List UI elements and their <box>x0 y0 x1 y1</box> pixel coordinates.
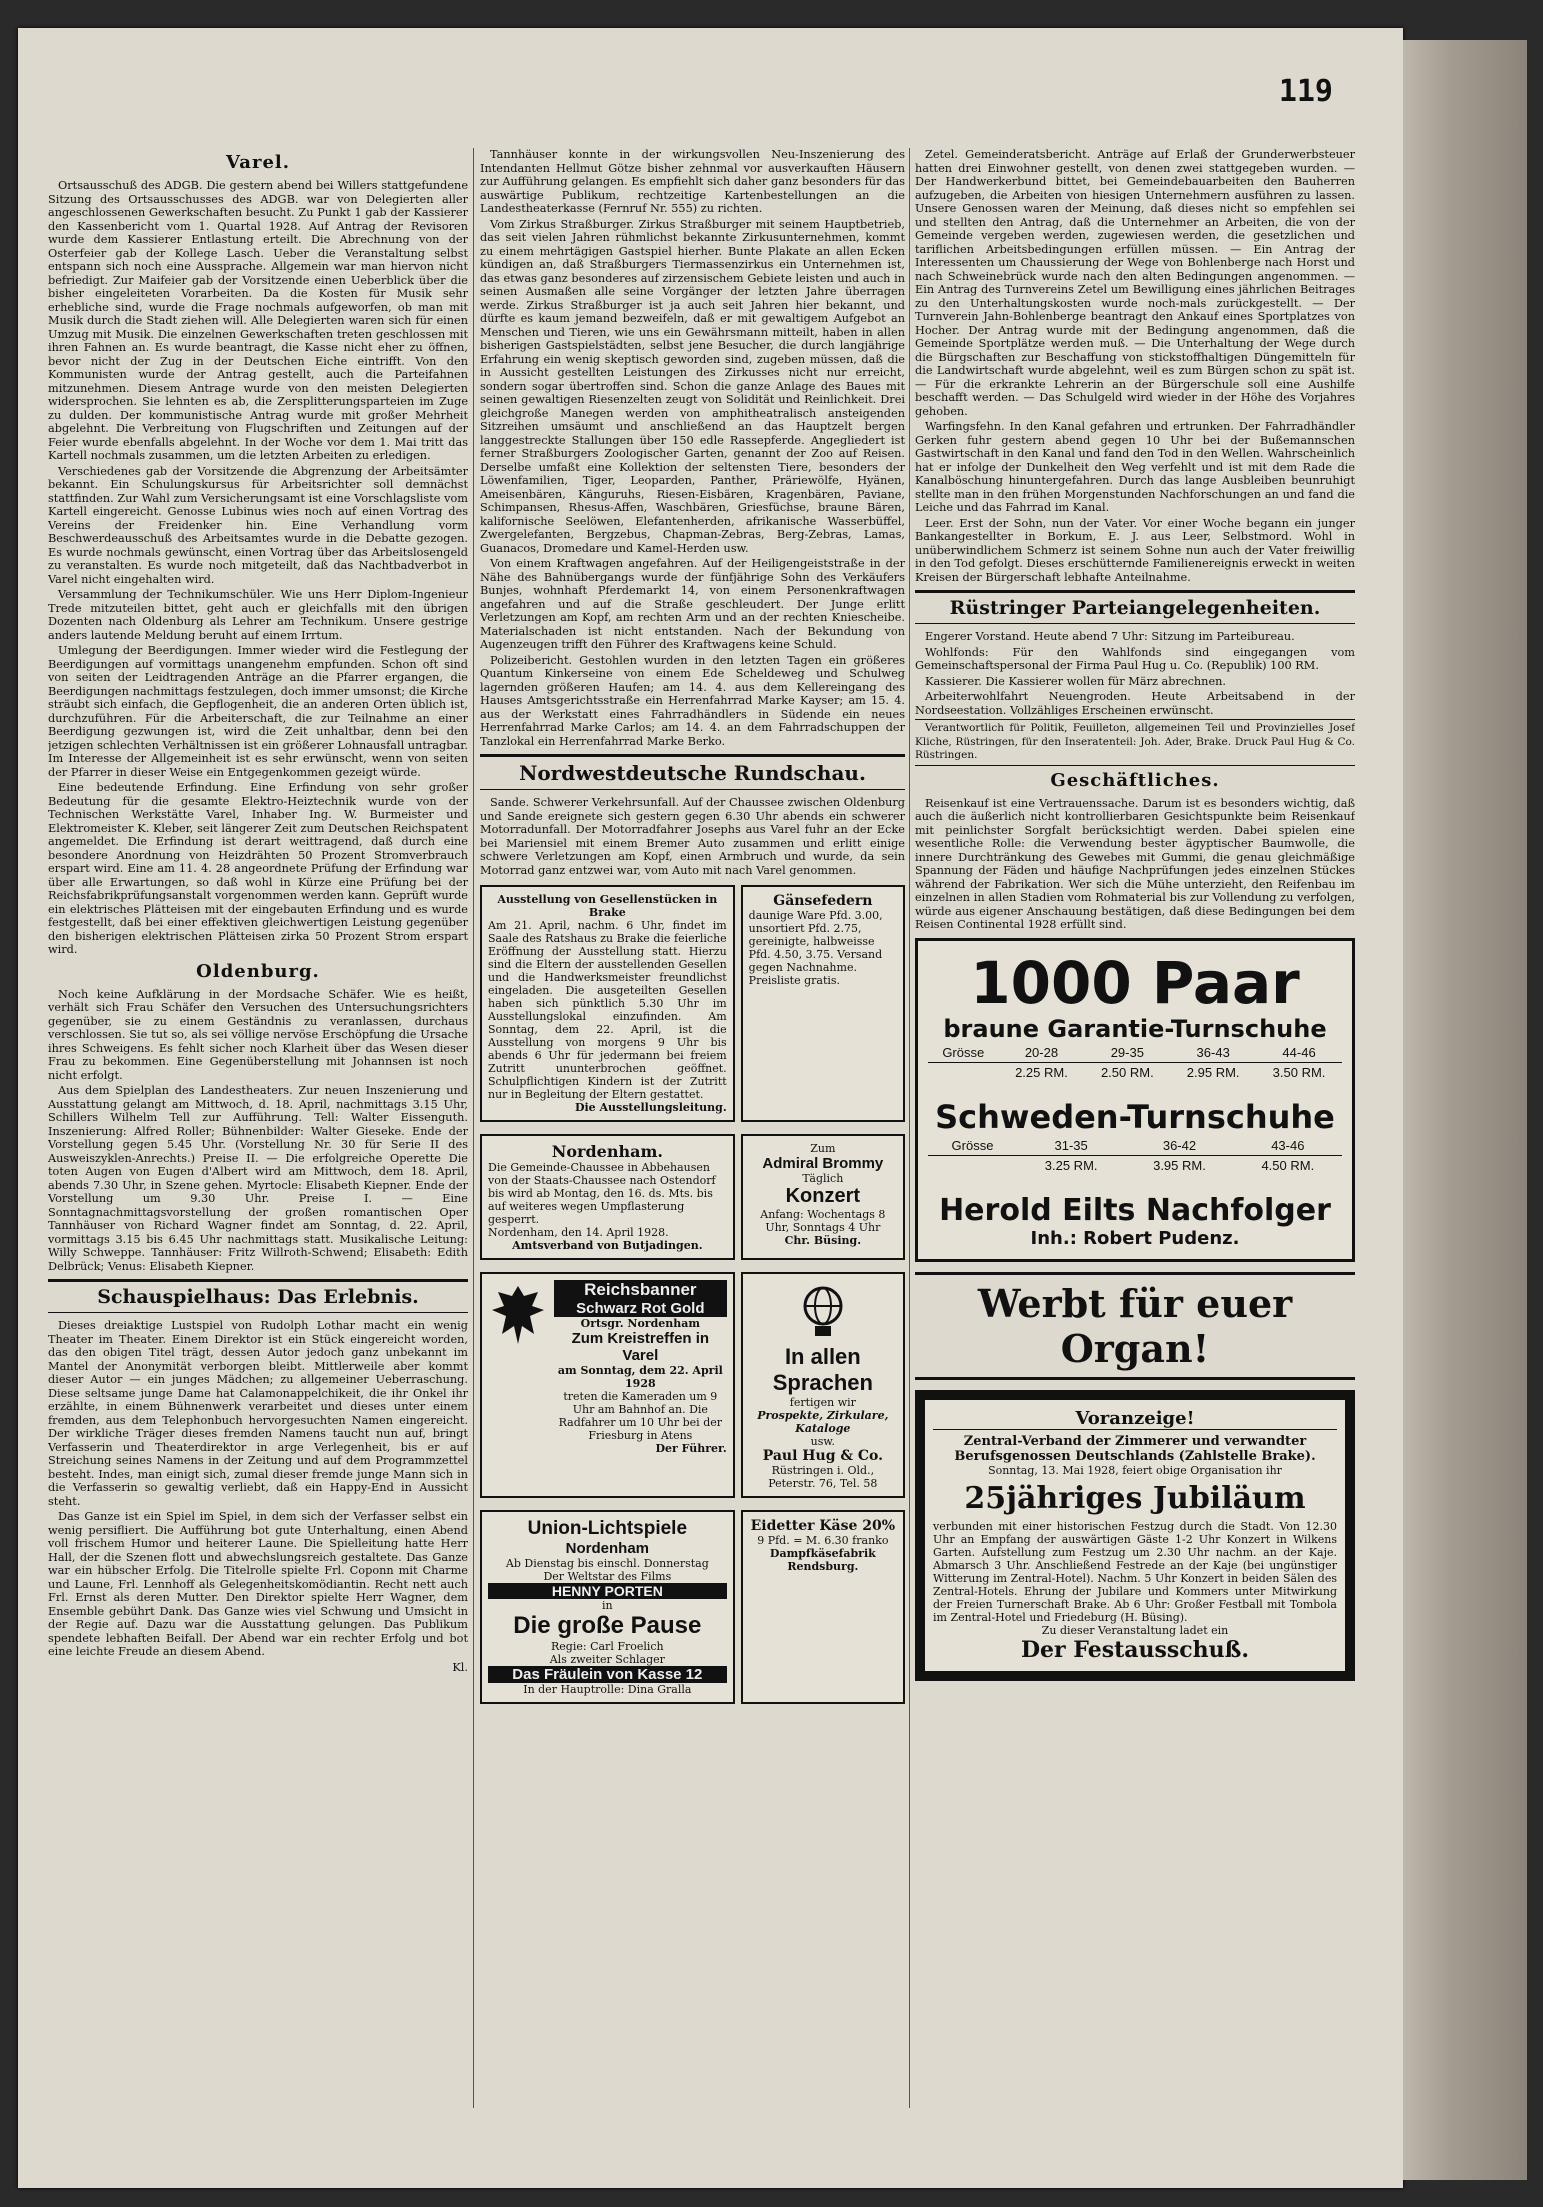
size-label: Grösse <box>942 1044 985 1060</box>
column-rule <box>473 148 474 2108</box>
article-paragraph: Zetel. Gemeinderatsbericht. Anträge auf Erlaß der Grunderwerbsteuer hatten drei Einwohner gestellt, von denen zwei stattgegeben wurden. — Der Handwerkerbund bittet, bei Gemeindebauarbeiten den Bauherren aufzugeben, die Arbeiten von hiesigen Unternehmern ausführen zu lassen. Unsere Genossen waren der Meinung, daß dieses nicht so empfehlen sei und stellten den Antrag, daß die Unternehmer an Arbeiten, die von der Gemeinde vergeben werden, zugewiesen werden, die gesetzlichen und tariflichen Arbeitsbedingungen erfüllen müssen. — Ein Antrag der Interessenten um Chaussierung der Wege von Bohlenberge nach Horst und nach Schweinebrück wurde nach den alten Bedingungen angenommen. — Ein Antrag des Turnvereins Zetel um Bewilligung eines jährlichen Beitrages zu den Unterhaltungskosten wurde noch-mals zurückgestellt. — Der Turnverein Jahn-Bohlenberge beantragt den Ankauf eines Sportplatzes von Hocher. Der Antrag wurde mit der Bedingung angenommen, daß die Gemeinde Sportplätze werden muß. — Die Unterhaltung der Wege durch die Bürgschaften zur Beschaffung von stickstoffhaltigen Düngemitteln für die Landwirtschaft wurde abgelehnt, weil es zum Bürgen schon zu spät ist. — Für die erkrankte Lehrerin an der Bürgerschule soll eine Aushilfe beschafft werden. — Das Schulgeld wird wieder in der Höhe des Vorjahres gehoben. <box>915 148 1355 418</box>
ad-headline: Zum Kreistreffen in Varel <box>571 1330 710 1364</box>
ad-headline: Sprachen <box>772 1370 873 1395</box>
ad-title: Admiral Brommy <box>762 1155 884 1172</box>
article-paragraph: Ortsausschuß des ADGB. Die gestern abend bei Willers stattgefundene Sitzung des Ortsausschusses des ADGB. war von Delegierten aller angeschlossenen Gewerkschaften besucht. Zu Punkt 1 gab der Kassierer den Kassenbericht vom 1. Quartal 1928. Auf Antrag der Revisoren wurde dem Kassierer Entlastung erteilt. Die Abrechnung von der Osterfeier gab der Kollege Lasch. Ueber die Veranstaltung selbst entspann sich noch eine Aussprache. Allgemein war man hiervon nicht befriedigt. Zur Maifeier gab der Vorsitzende einen Ueberblick über die bisher eingeleiteten Vorarbeiten. Da die Kosten für Musik sehr erhebliche sind, wurde die Frage nochmals aufgeworfen, ob man mit Musik durch die Stadt ziehen will. Alle Delegierten waren sich für einen Umzug mit Musik. Die einzelnen Gewerkschaften treten geschlossen mit ihren Fahnen an. Es wurde beantragt, die Kasse nicht eher zu öffnen, bevor nicht der Zug in der Deutschen Eiche eintrifft. Von den Kommunisten wurde der Antrag gestellt, auch die Parteifahnen mitzunehmen. Diesem Antrage wurde von den meisten Delegierten widersprochen. Sie lehnten es ab, die Zersplitterungsparteien im Zuge zu dulden. Der kommunistische Antrag wurde mit großer Mehrheit abgelehnt. Die Verbreitung von Flugschriften und Zeitungen auf der Feier wurde ebenfalls abgelehnt. In der Woche vor dem 1. Mai tritt das Kartell nochmals zusammen, um die letzten Arbeiten zu erledigen. <box>48 179 468 462</box>
ad-gaensefedern <box>741 885 905 1122</box>
ad-text: Zum <box>810 1142 836 1155</box>
ad-row-1 <box>480 879 905 1128</box>
eagle-icon <box>488 1280 548 1350</box>
ad-text: usw. <box>810 1435 835 1448</box>
article-paragraph: Versammlung der Technikumschüler. Wie uns Herr Diplom-Ingenieur Trede mitzuteilen bittet, geht auch er gleichfalls mit den übrigen Dozenten nach Oldenburg als Lehrer am Technikum. Unsere gestrige anders lautende Meldung beruht auf einem Irrtum. <box>48 588 468 642</box>
article-paragraph: Das Ganze ist ein Spiel im Spiel, in dem sich der Verfasser selbst ein wenig persifliert. Die Aufführung bot gute Unterhaltung, einen Abend voll frischem Humor und heiterer Laune. Die Spielleitung hatte Herr Hall, der die Szenen flott und abwechslungsreich gestaltete. Das Ganze war ein hübscher Erfolg. Die Titelrolle spielte Frl. Coponn mit Charme und Laune, Frl. Lennhoff als Gelegenheitskomödiantin. Recht nett auch Frl. Ernst als deren Mutter. Den Direktor spielte Herr Wagner, dem Ensemble gebührt Dank. Das Ganze wies viel Schwung und Umsicht in der Regie auf. Dazu war die Ausstattung gelungen. Das Publikum spendete lebhaften Beifall. Der Abend war ein rechter Erfolg und bot eine leichte Freude an diesem Abend. <box>48 1510 468 1658</box>
ad-nordenham <box>480 1134 735 1260</box>
price-cell: 2.95 RM. <box>1186 1064 1240 1080</box>
ad-subtitle: Nordenham <box>565 1540 649 1557</box>
notice: Wohlfonds: Für den Wahlfonds sind eingegangen vom Gemeinschaftspersonal der Firma Paul Hug u. Co. (Republik) 100 RM. <box>915 645 1355 672</box>
column-1 <box>48 148 468 2188</box>
ad-title: Reichsbanner <box>554 1280 727 1300</box>
price-cell: 2.50 RM. <box>1100 1064 1154 1080</box>
size-cell: 44-46 <box>1282 1044 1316 1060</box>
newspaper-page <box>18 28 1403 2188</box>
ad-signature: Amtsverband von Butjadingen. <box>512 1239 703 1252</box>
ad-headline: Das Fräulein von Kasse 12 <box>488 1666 727 1683</box>
ad-headline: In allen <box>784 1344 861 1369</box>
ad-voranzeige <box>915 1390 1355 1681</box>
ad-title: Voranzeige! <box>933 1408 1337 1430</box>
ad-title: Ausstellung von Gesellenstücken in Brake <box>497 893 718 919</box>
ad-text: Prospekte, Zirkulare, Kataloge <box>757 1409 889 1435</box>
article-paragraph: Von einem Kraftwagen angefahren. Auf der Heiligengeiststraße in der Nähe des Bahnübergangs wurde der fünfjährige Sohn des Verkäufers Bunjes, wohnhaft Pferdemarkt 14, von einem Personenkraftwagen angefahren und auf die Straße geschleudert. Der Junge erlitt Verletzungen am Kopf, am rechten Arm und an der rechten Kniescheibe. Materialschaden ist nicht entstanden. Nach der Bekundung von Augenzeugen trifft den Führer des Kraftwagens keine Schuld. <box>480 557 905 651</box>
ad-text: 9 Pfd. = M. 6.30 franko <box>757 1534 889 1547</box>
size-cell: 36-43 <box>1196 1044 1230 1060</box>
size-cell: 36-42 <box>1162 1137 1197 1153</box>
ad-admiral-brommy <box>741 1134 905 1260</box>
price-cell: 2.25 RM. <box>1015 1064 1068 1080</box>
size-price-table-1 <box>928 1043 1342 1082</box>
ad-headline: 25jähriges Jubiläum <box>964 1480 1306 1516</box>
ad-text: Regie: Carl Froelich <box>551 1640 664 1653</box>
size-price-table-2 <box>928 1136 1342 1175</box>
ad-row-4 <box>480 1504 905 1710</box>
section-title-schauspielhaus: Schauspielhaus: Das Erlebnis. <box>48 1279 468 1313</box>
price-cell: 3.95 RM. <box>1153 1157 1206 1173</box>
ad-union-lichtspiele <box>480 1510 735 1704</box>
article-paragraph: Warfingsfehn. In den Kanal gefahren und ertrunken. Der Fahrradhändler Gerken fuhr gestern abend gegen 10 Uhr bei der Bußemannschen Gastwirtschaft in den Kanal und fand den Tod in den Wellen. Wahrscheinlich hat er infolge der Dunkelheit den Weg verfehlt und ist mit dem Rade die Kanalböschung hinuntergefahren. Durch das lange Ausbleiben beunruhigt stellte man in den frühen Morgenstunden Nachforschungen an und fand die Leiche und das Fahrrad im Kanal. <box>915 420 1355 514</box>
ad-text: Am 21. April, nachm. 6 Uhr, findet im Saale des Ratshaus zu Brake die feierliche Eröffnung der Ausstellung statt. Hierzu sind die Eltern der ausstellenden Gesellen und die Handwerksmeister freundlichst eingeladen. Die ausgeteilten Gesellen haben sich pünktlich 5.30 Uhr im Ausstellungslokal einzufinden. Am Sonntag, dem 22. April, ist die Ausstellung von morgens 9 Uhr bis abends 6 Uhr für jedermann bei freiem Zutritt ununterbrochen geöffnet. Schulpflichtigen Kindern ist der Zutritt nur in Begleitung der Eltern gestattet. <box>488 919 727 1101</box>
ad-signature: Chr. Büsing. <box>784 1234 862 1247</box>
article-paragraph: Leer. Erst der Sohn, nun der Vater. Vor einer Woche begann ein junger Bankangestellter in Borkum, E. J. aus Leer, Selbstmord. Wohl in unüberwindlichem Schmerz ist seinem Sohne nun auch der Vater freiwillig in den Tod gefolgt. Dieses erschütternde Familienereignis erweckt in weiten Kreisen der Bürgerschaft lebhafte Anteilnahme. <box>915 516 1355 584</box>
article-paragraph: Aus dem Spielplan des Landestheaters. Zur neuen Inszenierung und Ausstattung gelangt am Mittwoch, d. 18. April, nachmittags 3.15 Uhr, Schillers Wilhelm Tell zur Aufführung. Tell: Walter Eissenguth. Inszenierung: Alfred Roller; Bühnenbilder: Walter Gieseke. Ende der Vorstellung gegen 5.45 Uhr. (Vorstellung Nr. 30 für Serie II des Ausweiszyklen-Anrechts.) Preise II. — Die erfolgreiche Operette Die toten Augen von Eugen d'Albert wird am Mittwoch, dem 18. April, abends 7.30 Uhr, in Szene gehen. Myrtocle: Elisabeth Kiepner. Ende der Vorstellung um 9.30 Uhr. Preise I. — Eine Sonntagnachmittagsvorstellung der großen romantischen Oper Tannhäuser von Richard Wagner findet am Sonntag, d. 22. April, vormittags 3.15 bis 6.45 Uhr nachmittags statt. Musikalische Leitung: Willy Schweppe. Tannhäuser: Fritz Willroth-Schwend; Elisabeth: Edith Delbrück; Venus: Elisabeth Kiepner. <box>48 1084 468 1273</box>
article-paragraph: Dieses dreiaktige Lustspiel von Rudolph Lothar macht ein wenig Theater im Theater. Einem Direktor ist ein Stück eingereicht worden, das den obigen Titel trägt, dessen Autor jedoch ganz unbekannt im Mantel der Anonymität verborgen bleibt. Mittlerweile aber kommt dieser Autor — ein junges Mädchen; zu allgemeiner Ueberraschung. Diese seltsame junge Dame hat Calamonappelchikeit, die ihr Onkel ihr erzählte, in einem Bühnenwerk verarbeitet und dieses unter einem fremden, aus dem Telephonbuch hervorgesuchten Namen eingereicht. Der wirkliche Träger dieses fremden Namens taucht nun auf, bringt Verfasserin und Theaterdirektor in arge Verlegenheit, bis er auf Streichung seines Namens in der Zeitung und auf dem Programmzettel besteht. Indes, man einigt sich, zumal dieser fremde junge Mann sich in die Verfasserin so gewaltig verliebt, daß ein Happy-End in Aussicht steht. <box>48 1319 468 1508</box>
column-rule <box>909 148 910 2108</box>
ad-text: Sonntag, 13. Mai 1928, feiert obige Organisation ihr <box>988 1463 1282 1477</box>
price-cell: 3.25 RM. <box>1044 1157 1098 1173</box>
ad-subtitle: braune Garantie-Turnschuhe <box>943 1014 1327 1043</box>
ad-text: Als zweiter Schlager <box>549 1653 665 1666</box>
ad-text: am Sonntag, dem 22. April 1928 <box>557 1364 723 1390</box>
ad-headline: 1000 Paar <box>970 948 1300 1017</box>
notice: Kassierer. Die Kassierer wollen für März abrechnen. <box>925 674 1227 688</box>
page-number: 119 <box>1278 74 1333 109</box>
column-3 <box>915 148 1355 2188</box>
size-cell: 31-35 <box>1054 1137 1088 1153</box>
column-2 <box>480 148 905 2188</box>
ad-text: Zu dieser Veranstaltung ladet ein <box>1041 1623 1229 1637</box>
price-cell: 4.50 RM. <box>1261 1157 1315 1173</box>
notice: Arbeiterwohlfahrt Neuengroden. Heute Arbeitsabend in der Nordseestation. Vollzähliges Erscheinen erwünscht. <box>915 690 1355 717</box>
ad-text: Ortsgr. Nordenham <box>580 1317 701 1330</box>
article-paragraph: Umlegung der Beerdigungen. Immer wieder wird die Festlegung der Beerdigungen auf vormittags unangenehm empfunden. Schon oft sind von seiten der Leidtragenden Anträge an die Pfarrer ergangen, die Beerdigungen nachmittags festzulegen, doch immer umsonst; die Kirche sträubt sich einfach, die Gepflogenheit, die an anderen Orten üblich ist, durchzuführen. Für die Arbeiterschaft, die zur Teilnahme an einer Beerdigung gezwungen ist, wird die Zeit unhaltbar, denn bei den jetzigen schlechten Verhältnissen ist ein größerer Lohnausfall untragbar. Im Interesse der Allgemeinheit ist es sehr erwünscht, wenn von seiten der Pfarrer in dieser Weise ein Entgegenkommen gezeigt würde. <box>48 644 468 779</box>
section-title-partei: Rüstringer Parteiangelegenheiten. <box>915 590 1355 624</box>
article-paragraph: Sande. Schwerer Verkehrsunfall. Auf der Chaussee zwischen Oldenburg und Sande ereignete sich gestern gegen 6.30 Uhr abends ein schwerer Motorradunfall. Der Motorradfahrer Josephs aus Varel fuhr an der Ecke bei Mariensiel mit einem Bremer Auto zusammen und erlitt einige schwere Verletzungen am Kopf, einen Armbruch und wurde, da sein Motorrad ganz entzwei war, vom Auto mit nach Varel genommen. <box>480 796 905 877</box>
ad-subtitle: Schwarz Rot Gold <box>554 1300 727 1317</box>
ad-company: Herold Eilts Nachfolger <box>939 1192 1331 1228</box>
article-signature: Kl. <box>452 1660 468 1674</box>
ad-owner: Inh.: Robert Pudenz. <box>1030 1227 1240 1249</box>
notice: Engerer Vorstand. Heute abend 7 Uhr: Sitzung im Parteibureau. <box>925 630 1295 643</box>
ad-text: in <box>602 1599 613 1612</box>
ad-reichsbanner <box>480 1272 735 1498</box>
ad-address: Rüstringen i. Old., Peterstr. 76, Tel. 58 <box>768 1464 878 1490</box>
article-paragraph: Eine bedeutende Erfindung. Eine Erfindung von sehr großer Bedeutung für die gesamte Elektro-Heiztechnik wurde von der Technischen Werkstätte Varel, Inhaber Ing. W. Burmeister und Elektromeister K. Kleber, seit längerer Zeit zum Deutschen Reichspatent angemeldet. Die Erfindung ist derart weittragend, daß durch eine besondere Anordnung von Heizdrähten 50 Prozent Stromverbrauch erspart wird. Eine am 11. 4. 28 angeordnete Prüfung der Erfindung war über alle Erwartungen, so daß wohl in Kürze eine Prüfung bei der Reichsfabrikprüfungsanstalt vorgenommen werden kann. Geprüft wurde ein elektrisches Plätteisen mit der eingebauten Erfindung und es wurde festgestellt, daß bei einer effektiven gleichwertigen Leistung gegenüber den bisherigen elektrischen Plätteisen zirka 50 Prozent Strom erspart wird. <box>48 781 468 956</box>
ad-headline: Die große Pause <box>513 1612 702 1639</box>
size-cell: 29-35 <box>1110 1044 1144 1060</box>
ad-title: Nordenham. <box>551 1142 663 1161</box>
ad-title: Union-Lichtspiele <box>527 1518 688 1539</box>
globe-icon <box>793 1280 853 1340</box>
size-cell: 20-28 <box>1024 1044 1059 1060</box>
ad-text: Der Weltstar des Films <box>543 1570 672 1583</box>
ad-title: Eidetter Käse 20% <box>750 1518 896 1534</box>
ad-signature: Die Ausstellungsleitung. <box>574 1101 727 1114</box>
ad-text: Anfang: Wochentags 8 Uhr, Sonntags 4 Uhr <box>760 1208 886 1234</box>
ad-date: Nordenham, den 14. April 1928. <box>488 1226 669 1239</box>
ad-text: In der Hauptrolle: Dina Gralla <box>523 1683 692 1696</box>
section-title-oldenburg: Oldenburg. <box>196 960 320 982</box>
ad-row-3 <box>480 1266 905 1504</box>
ad-text: daunige Ware Pfd. 3.00, unsortiert Pfd. 2.75, gereinigte, halbweisse Pfd. 4.50, 3.75. Versand gegen Nachnahme. Preisliste gratis. <box>748 909 883 987</box>
article-paragraph: Reisenkauf ist eine Vertrauenssache. Darum ist es besonders wichtig, daß auch die äußerlich nicht kontrollierbaren Gesichtspunkte beim Reisenkauf mit peinlichster Sorgfalt berücksichtigt werden. Dabei spielen eine wesentliche Rolle: die Verwendung bester ägyptischer Baumwolle, die innere Durchtränkung des Gewebes mit Gummi, die genau gleichmäßige Spannung der Fäden und häufige Nachprüfungen jedes einzelnen Stückes während der Fabrikation. Wer sich die Mühe unterzieht, den Reifenbau im einzelnen in allen Stadien vom Rohmaterial bis zur Vollendung zu verfolgen, würde aus eigener Anschauung bestätigen, daß diese Bedingungen bei dem Reisen Continental 1928 erfüllt sind. <box>915 796 1355 931</box>
ad-turnschuhe <box>915 938 1355 1262</box>
ad-row-2 <box>480 1128 905 1266</box>
ad-signature: Der Führer. <box>655 1442 727 1455</box>
ad-text: Täglich <box>802 1172 844 1185</box>
ad-kaese <box>741 1510 905 1704</box>
section-title-geschaeftliches: Geschäftliches. <box>1050 769 1220 791</box>
book-binding <box>1403 40 1527 2180</box>
section-title-varel: Varel. <box>225 152 291 173</box>
ad-headline: Schweden-Turnschuhe <box>935 1097 1335 1136</box>
werbt-banner: Werbt für euer Organ! <box>915 1272 1355 1380</box>
ad-text: Die Gemeinde-Chaussee in Abbehausen von der Staats-Chaussee nach Ostendorf bis wird ab Montag, den 16. ds. Mts. bis auf weiteres wegen Umpflasterung gesperrt. <box>488 1161 716 1226</box>
ad-headline: Konzert <box>785 1185 861 1207</box>
ad-signature: Der Festausschuß. <box>1020 1636 1250 1663</box>
ad-title: Gänsefedern <box>773 893 873 909</box>
article-paragraph: Noch keine Aufklärung in der Mordsache Schäfer. Wie es heißt, verhält sich Frau Schäfer den Versuchen des Untersuchungsrichters gegenüber, sie zu einem Geständnis zu veranlassen, durchaus verschlossen. Sie tut so, als sei völlige nervöse Erschöpfung die Ursache ihres Schweigens. Es fehlt sicher noch Klarheit über das Wesen dieser Frau zu bekommen. Eine Gegenüberstellung mit Johannsen ist noch nicht erfolgt. <box>48 987 468 1082</box>
article-paragraph: Vom Zirkus Straßburger. Zirkus Straßburger mit seinem Hauptbetrieb, das seit vielen Jahren rühmlichst bekannte Zirkusunternehmen, kommt zu einem mehrtägigen Gastspiel hierher. Bunte Plakate an allen Ecken kündigen an, daß Straßburgers Tiermassenzirkus ein Unternehmen ist, das etwas ganz besonderes auf zirzensischem Gebiete leisten und auch in seinen Ausmaßen alle seine Vorgänger der letzten Jahre überragen werde. Zirkus Straßburger ist ja auch seit Jahren hier bekannt, und dürfte es kaum jemand bezweifeln, daß er mit gewaltigem Aufgebot an Menschen und Tieren, wie uns ein Gewährsmann mitteilt, haben in allen bisherigen Gastspielstädten, selbst jene Besucher, die durch langjährige Erfahrung ein wenig skeptisch geworden sind, zugeben müssen, daß die in Aussicht gestellten Leistungen des Zirkusses nicht nur erreicht, sondern sogar übertroffen sind. Schon die ganze Anlage des Baues mit seinen gewaltigen Riesenzelten zeugt von Solidität und Reinlichkeit. Drei gleichgroße Manegen werden von amphitheatralisch ansteigenden Sitzreihen umsäumt und anschließend an das Hauptzelt bergen langgestreckte Stallungen über 150 edle Rassepferde. Angegliedert ist ferner Straßburgers Zoologischer Garten, genannt der Zoo auf Reisen. Derselbe umfaßt eine Kollektion der seltensten Tiere, besonders der Löwenfamilien, Tiger, Leoparden, Panther, Präriewölfe, Hyänen, Ameisenbären, Känguruhs, Riesen-Eisbären, Kragenbären, Paviane, Schimpansen, Rhesus-Affen, Waschbären, Griesfüchse, braune Bären, kalifornische Seelöwen, Elefantenherden, afrikanische Wasserbüffel, Zwergelefanten, Bergzebus, Chapman-Zebras, Berg-Zebras, Lamas, Guanacos, Dromedare und Kamel-Herden usw. <box>480 217 905 555</box>
article-paragraph: Verschiedenes gab der Vorsitzende die Abgrenzung der Arbeitsämter bekannt. Ein Schulungskursus für Arbeitsrichter soll demnächst stattfinden. Zur Wahl zum Versicherungsamt ist eine Vorschlagsliste vom Kartell eingereicht. Genosse Lubinus wies noch auf einen Vortrag des Vereins der Freidenker hin. Eine Verhandlung vorm Beschwerdeausschuß des Arbeitsamtes wurde in die Debatte gezogen. Es wurde nochmals gewünscht, einen Vortrag über das Arbeitslosengeld zu veranstalten. Es wurde noch mitgeteilt, daß das Nachtbadverbot in Varel nicht eingehalten wird. <box>48 464 468 586</box>
size-label: Grösse <box>951 1137 994 1153</box>
impressum: Verantwortlich für Politik, Feuilleton, allgemeinen Teil und Provinzielles Josef Kliche, Rüstringen, für den Inseratenteil: Joh. Ader, Brake. Druck Paul Hug & Co. Rüstringen. <box>915 719 1355 766</box>
ad-gesellenstuecke <box>480 885 735 1122</box>
ad-text: fertigen wir <box>789 1396 856 1409</box>
section-title-rundschau: Nordwestdeutsche Rundschau. <box>480 754 905 790</box>
ad-star: HENNY PORTEN <box>488 1583 727 1599</box>
ad-text: verbunden mit einer historischen Festzug durch die Stadt. Von 12.30 Uhr an Empfang der auswärtigen Gäste 1-2 Uhr Konzert in Wilkens Garten. Aufstellung zum Festzug um 2.30 Uhr nachm. an der Kaje. Abmarsch 3 Uhr. Anschließend Festrede an der Kaje (bei ungünstiger Witterung im Zentral-Hotel). Nachm. 5 Uhr Konzert in beiden Sälen des Zentral-Hotels. Ehrung der Jubilare und Kommers unter Mitwirkung der Freien Turnerschaft Brake. Ab 6 Uhr: Großer Festball mit Tombola im Zentral-Hotel und Friedeburg (H. Büsing). <box>933 1519 1337 1624</box>
ad-text: Zentral-Verband der Zimmerer und verwandter Berufsgenossen Deutschlands (Zahlstelle Brake). <box>954 1433 1316 1464</box>
ad-company: Dampfkäsefabrik Rendsburg. <box>769 1547 876 1573</box>
article-paragraph: Tannhäuser konnte in der wirkungsvollen Neu-Inszenierung des Intendanten Hellmut Götze bisher zehnmal vor ausverkauften Häusern zur Aufführung gelangen. Es empfiehlt sich daher ganz besonders für das auswärtige Publikum, rechtzeitige Kartenbestellungen an die Landestheaterkasse (Fernruf Nr. 555) zu richten. <box>480 148 905 215</box>
size-cell: 43-46 <box>1271 1137 1305 1153</box>
ad-text: Ab Dienstag bis einschl. Donnerstag <box>505 1557 709 1570</box>
price-cell: 3.50 RM. <box>1272 1064 1326 1080</box>
ad-text: treten die Kameraden um 9 Uhr am Bahnhof an. Die Radfahrer um 10 Uhr bei der Friesburg in Atens <box>558 1390 723 1442</box>
ad-sprachen <box>741 1272 905 1498</box>
article-paragraph: Polizeibericht. Gestohlen wurden in den letzten Tagen ein größeres Quantum Kinkerseine von einem Ede Scheldeweg und Schulweg lagernden größeren Haufen; am 14. 4. aus dem Kellereingang des Hauses Amtsgerichtsstraße ein Herrenfahrrad Marke Kayser; am 15. 4. aus der Werkstatt eines Fahrradhändlers in Südende ein neues Herrenfahrrad Marke Carlos; am 14. 4. an dem Fahrradschuppen der Tanzlokal ein Herrenfahrrad Marke Berko. <box>480 653 905 748</box>
ad-company: Paul Hug & Co. <box>762 1448 883 1464</box>
